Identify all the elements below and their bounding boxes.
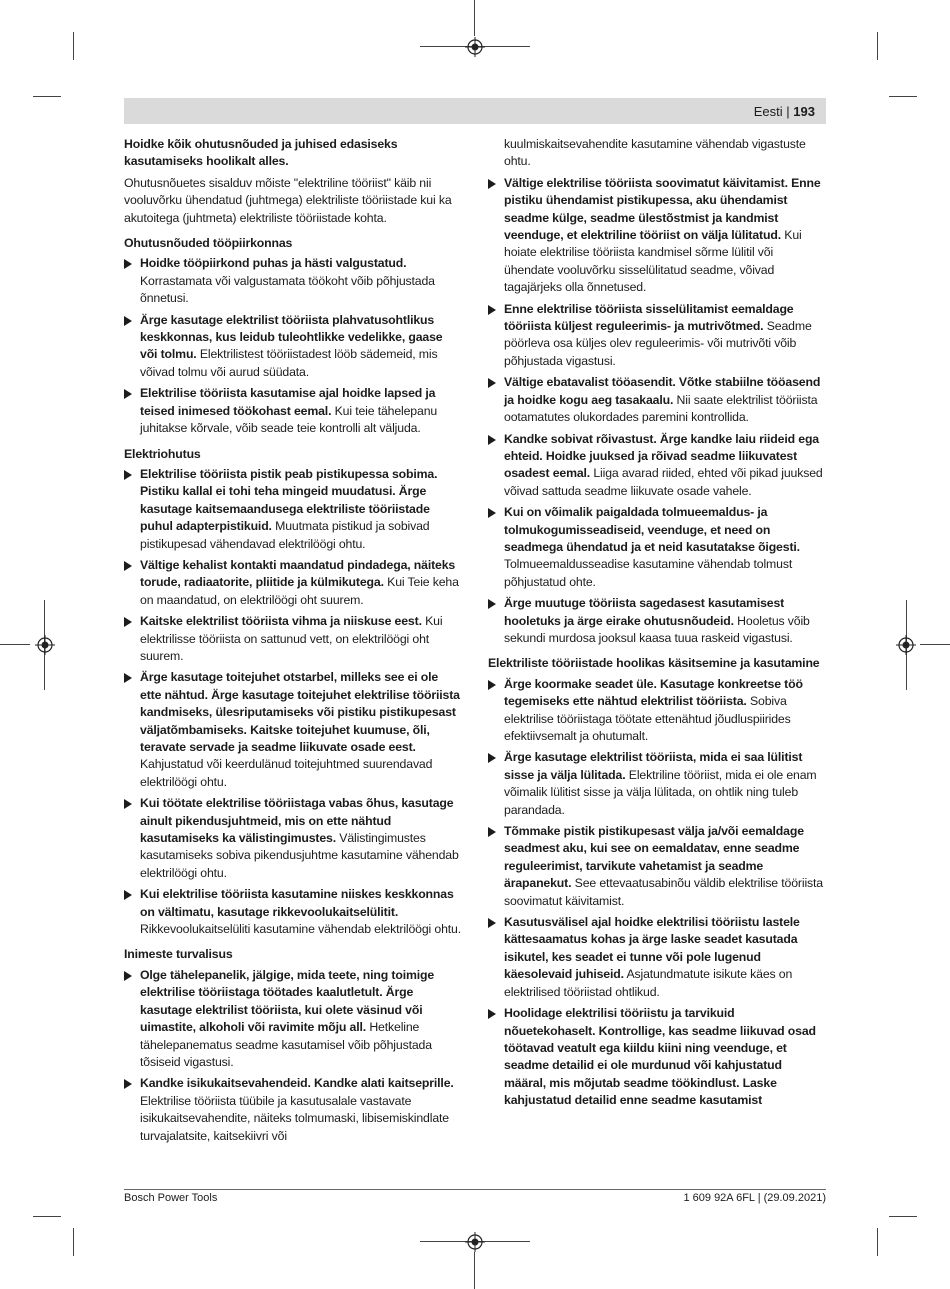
item-text: Asjatundmatute isikute käes on elektrilised tööriistad ohtlikud.	[504, 967, 793, 999]
item-text: Sobiva elektrilise tööriistaga töötate ettenähtud jõudluspiirides efektiivsemalt ja ohutumalt.	[504, 694, 791, 743]
bullet-triangle-icon	[124, 561, 132, 571]
bullet-triangle-icon	[488, 508, 496, 518]
item-text: Kui hoiate elektrilise tööriista kandmisel sõrme lülitil või ühendate vooluvõrku sisselülitatud seadme, võivad tagajärjeks olla õnnetused.	[504, 228, 802, 295]
item-text: Liiga avarad riided, ehted või pikad juuksed võivad sattuda seadme liikuvate osade vahele.	[504, 466, 823, 498]
item-bold-text: Hoolidage elektrilisi tööriistu ja tarvikuid nõuetekohaselt. Kontrollige, kas seadme liikuvad osad töötavad veatult ega kiildu kiini ning veenduge, et seadme detailid ei ole murdunud või kahjustatud määral, mis mõjutab seadme töökindlust. Laske kahjustatud detailid enne seadme kasutamist	[504, 1006, 816, 1108]
bullet-triangle-icon	[488, 435, 496, 445]
crop-mark	[0, 644, 30, 645]
item-text: Kui teie tähelepanu juhitakse kõrvale, võib seade teie kontrolli alt väljuda.	[140, 403, 438, 436]
item-text: Kui elektrilisse tööriista on sattunud vett, on elektrilöögi oht suurem.	[140, 614, 443, 663]
list-item	[124, 557, 462, 609]
list-item	[488, 914, 826, 1001]
bullet-triangle-icon	[488, 753, 496, 763]
crop-mark	[877, 1228, 878, 1256]
item-text: Hooletus võib sekundi murdosa jooksul kaasa tuua raskeid vigastusi.	[504, 613, 810, 645]
item-text: Rikkevoolukaitselüliti kasutamine vähendab elektrilöögi ohtu.	[140, 922, 462, 937]
footer-brand: Bosch Power Tools	[124, 1192, 218, 1204]
item-bold-text: Kasutusvälisel ajal hoidke elektrilisi tööriistu lastele kättesaamatus kohas ja ärge laske seadet kasutada isikutel, kes seadet ei tunne või pole lugenud käesolevaid juhiseid.	[504, 915, 800, 982]
item-bold-text: Hoidke tööpiirkond puhas ja hästi valgustatud.	[140, 256, 407, 271]
list-item	[124, 886, 462, 938]
item-bold-text: Ärge koormake seadet üle. Kasutage konkreetse töö tegemiseks ette nähtud elektrilist tööriista.	[504, 676, 803, 709]
bullet-triangle-icon	[488, 1009, 496, 1019]
registration-mark-icon	[465, 37, 485, 57]
list-item	[488, 749, 826, 819]
registration-mark-icon	[896, 635, 916, 655]
intro-text: Ohutusnõuetes sisalduv mõiste "elektriline tööriist" käib nii vooluvõrku ühendatud (juhtmega) elektriliste tööriistade kui ka akutoitega (juhtmeta) elektriliste tööriistade kohta.	[124, 175, 452, 225]
crop-mark	[889, 1216, 917, 1217]
item-bold-text: Olge tähelepanelik, jälgige, mida teete, ning toimige elektrilise tööriistaga töötades kaalutletult. Ärge kasutage elektrilist tööriista, kui olete väsinud või uimastite, alkoholi või ravimite mõju all.	[140, 967, 435, 1035]
bullet-triangle-icon	[124, 259, 132, 269]
list-item	[124, 967, 462, 1071]
item-bold-text: Kui töötate elektrilise tööriistaga vabas õhus, kasutage ainult pikendusjuhtmeid, mis on ette nähtud kasutamiseks ka välistingimustes.	[140, 796, 454, 846]
list-item	[488, 374, 826, 426]
header-separator: |	[786, 104, 790, 119]
section-title-workplace: Ohutusnõuded tööpiirkonnas	[124, 236, 293, 251]
bullet-triangle-icon	[124, 673, 132, 683]
item-bold-text: Kaitske elektrilist tööriista vihma ja niiskuse eest.	[140, 614, 422, 629]
item-text: Hetkeline tähelepanematus seadme kasutamisel võib põhjustada tõsiseid vigastusi.	[140, 1020, 432, 1069]
bullet-triangle-icon	[488, 378, 496, 388]
list-item	[488, 1005, 826, 1109]
footer-doc-number: 1 609 92A 6FL | (29.09.2021)	[683, 1192, 826, 1204]
list-item	[488, 823, 826, 910]
crop-mark	[73, 32, 74, 60]
intro-bold: Hoidke kõik ohutusnõuded ja juhised edasiseks kasutamiseks hoolikalt alles.	[124, 137, 398, 169]
tool-use-list	[488, 676, 826, 1110]
list-item	[124, 466, 462, 553]
bullet-triangle-icon	[488, 599, 496, 609]
left-column	[124, 136, 462, 1149]
section-title-electrical: Elektriohutus	[124, 446, 201, 461]
continued-text: kuulmiskaitsevahendite kasutamine vähendab vigastuste ohtu.	[504, 137, 806, 169]
item-bold-text: Vältige elektrilise tööriista soovimatut käivitamist. Enne pistiku ühendamist pistikupessa, aku ühendamist seadme külge, seadme ülestõstmist ja kandmist veenduge, et elektriline tööriist on välja lülitatud.	[504, 175, 821, 243]
bullet-triangle-icon	[124, 617, 132, 627]
item-text: Seadme pöörleva osa küljes olev reguleerimis- või mutrivõti võib põhjustada vigastusi.	[504, 319, 812, 368]
registration-mark-icon	[465, 1232, 485, 1252]
footer-rule	[124, 1189, 826, 1190]
list-item	[488, 595, 826, 647]
bullet-triangle-icon	[124, 1079, 132, 1089]
header-band	[124, 98, 826, 124]
list-item	[488, 676, 826, 746]
bullet-triangle-icon	[124, 799, 132, 809]
item-text: Elektrilistest tööriistadest lööb sädemeid, mis võivad tolmu või aurud süüdata.	[140, 347, 438, 379]
item-text: Elektriline tööriist, mida ei ole enam võimalik lülitist sisse ja välja lülitada, on ohtlik ning tuleb parandada.	[504, 767, 817, 817]
section-title-tool-use: Elektriliste tööriistade hoolikas käsitsemine ja kasutamine	[488, 656, 820, 671]
item-text: Tolmueemaldusseadise kasutamine vähendab tolmust põhjustatud ohte.	[504, 557, 793, 589]
item-bold-text: Vältige ebatavalist tööasendit. Võtke stabiilne tööasend ja hoidke kogu aeg tasakaalu.	[504, 375, 821, 407]
item-bold-text: Elektrilise tööriista pistik peab pistikupessa sobima. Pistiku kallal ei tohi teha mingeid muudatusi. Ärge kasutage kaitsemaandusega elektriliste tööriistade puhul adapterpistikuid.	[140, 466, 438, 534]
item-bold-text: Ärge muutuge tööriista sagedasest kasutamisest hooletuks ja ärge eirake ohutusnõudeid.	[504, 596, 785, 628]
bullet-triangle-icon	[488, 827, 496, 837]
item-text: Kui Teie keha on maandatud, on elektrilöögi oht suurem.	[140, 575, 459, 607]
item-text: Nii saate elektrilist tööriista ootamatutes olukordades paremini kontrollida.	[504, 392, 818, 425]
list-item	[488, 431, 826, 501]
crop-mark	[889, 96, 917, 97]
crop-mark	[474, 0, 475, 36]
list-item	[124, 1075, 462, 1145]
item-bold-text: Kui elektrilise tööriista kasutamine niiskes keskkonnas on vältimatu, kasutage rikkevoolukaitselülitit.	[140, 887, 454, 919]
crop-mark	[474, 1252, 475, 1289]
item-bold-text: Tõmmake pistik pistikupesast välja ja/või eemaldage seadmest aku, kui see on eemaldatav, enne seadme reguleerimist, tarvikute vahetamist ja seadme ärapanekut.	[504, 824, 804, 891]
list-item	[488, 301, 826, 371]
list-item	[124, 312, 462, 382]
item-text: Korrastamata või valgustamata töökoht võib põhjustada õnnetusi.	[140, 273, 435, 306]
list-item	[124, 795, 462, 882]
list-item	[124, 385, 462, 437]
bullet-triangle-icon	[124, 890, 132, 900]
bullet-triangle-icon	[124, 389, 132, 399]
page-header	[754, 104, 815, 119]
item-text: Kahjustatud või keerdulänud toitejuhtmed suurendavad elektrilöögi ohtu.	[140, 757, 433, 789]
bullet-triangle-icon	[488, 918, 496, 928]
item-text: Muutmata pistikud ja sobivad pistikupesad vähendavad elektrilöögi ohtu.	[140, 519, 430, 551]
bullet-triangle-icon	[488, 305, 496, 315]
item-text: See ettevaatusabinõu väldib elektrilise tööriista soovimatut käivitamist.	[504, 876, 823, 908]
crop-mark	[877, 32, 878, 60]
item-bold-text: Enne elektrilise tööriista sisselülitamist eemaldage tööriista küljest reguleerimis- ja mutrivõtmed.	[504, 301, 794, 334]
bullet-triangle-icon	[124, 316, 132, 326]
item-text: Välistingimustes kasutamiseks sobiva pikendusjuhtme kasutamine vähendab elektrilöögi ohtu.	[140, 831, 459, 880]
crop-mark	[33, 96, 61, 97]
personal-list	[124, 967, 462, 1145]
bullet-triangle-icon	[124, 971, 132, 981]
item-bold-text: Ärge kasutage elektrilist tööriista plahvatusohtlikus keskkonnas, kus leidub tuleohtlikke vedelikke, gaase või tolmu.	[140, 312, 443, 362]
item-bold-text: Kandke sobivat rõivastust. Ärge kandke laiu riideid ega ehteid. Hoidke juuksed ja rõivad seadme liikuvatest osadest eemal.	[504, 431, 819, 481]
list-item	[124, 255, 462, 307]
item-bold-text: Elektrilise tööriista kasutamise ajal hoidke lapsed ja teised inimesed töökohast eemal.	[140, 386, 436, 418]
list-item	[124, 669, 462, 791]
item-bold-text: Vältige kehalist kontakti maandatud pindadega, näiteks torude, radiaatorite, pliitide ja külmikutega.	[140, 557, 456, 590]
bullet-triangle-icon	[124, 470, 132, 480]
right-column	[488, 136, 826, 1114]
registration-mark-icon	[35, 635, 55, 655]
list-item	[488, 175, 826, 297]
crop-mark	[920, 644, 950, 645]
crop-mark	[73, 1228, 74, 1256]
section-title-personal: Inimeste turvalisus	[124, 947, 233, 962]
item-text: Elektrilise tööriista tüübile ja kasutusalale vastavate isikukaitsevahendite, näiteks tolmumaski, libisemiskindlate turvajalatsite, kaitsekiivri või	[140, 1093, 449, 1143]
electrical-list	[124, 466, 462, 939]
personal-list-continued	[488, 175, 826, 648]
list-item	[488, 504, 826, 591]
item-bold-text: Ärge kasutage elektrilist tööriista, mida ei saa lülitist sisse ja välja lülitada.	[504, 750, 803, 782]
header-language: Eesti	[753, 104, 783, 119]
crop-mark	[33, 1216, 61, 1217]
workplace-list	[124, 255, 462, 437]
bullet-triangle-icon	[488, 680, 496, 690]
item-bold-text: Ärge kasutage toitejuhet otstarbel, milleks see ei ole ette nähtud. Ärge kasutage toitejuhet elektrilise tööriista kandmiseks, ülesriputamiseks või pistiku pistikupesast väljatõmbamiseks. Kaitske toitejuhet kuumuse, õli, teravate servade ja seadme liikuvate osade eest.	[140, 670, 460, 754]
item-bold-text: Kandke isikukaitsevahendeid. Kandke alati kaitseprille.	[140, 1076, 454, 1091]
page-number: 193	[793, 104, 815, 119]
list-item	[124, 613, 462, 665]
item-bold-text: Kui on võimalik paigaldada tolmueemaldus- ja tolmukogumisseadiseid, veenduge, et need on seadmega ühendatud ja et neid kasutatakse õigesti.	[504, 505, 800, 554]
bullet-triangle-icon	[488, 179, 496, 189]
